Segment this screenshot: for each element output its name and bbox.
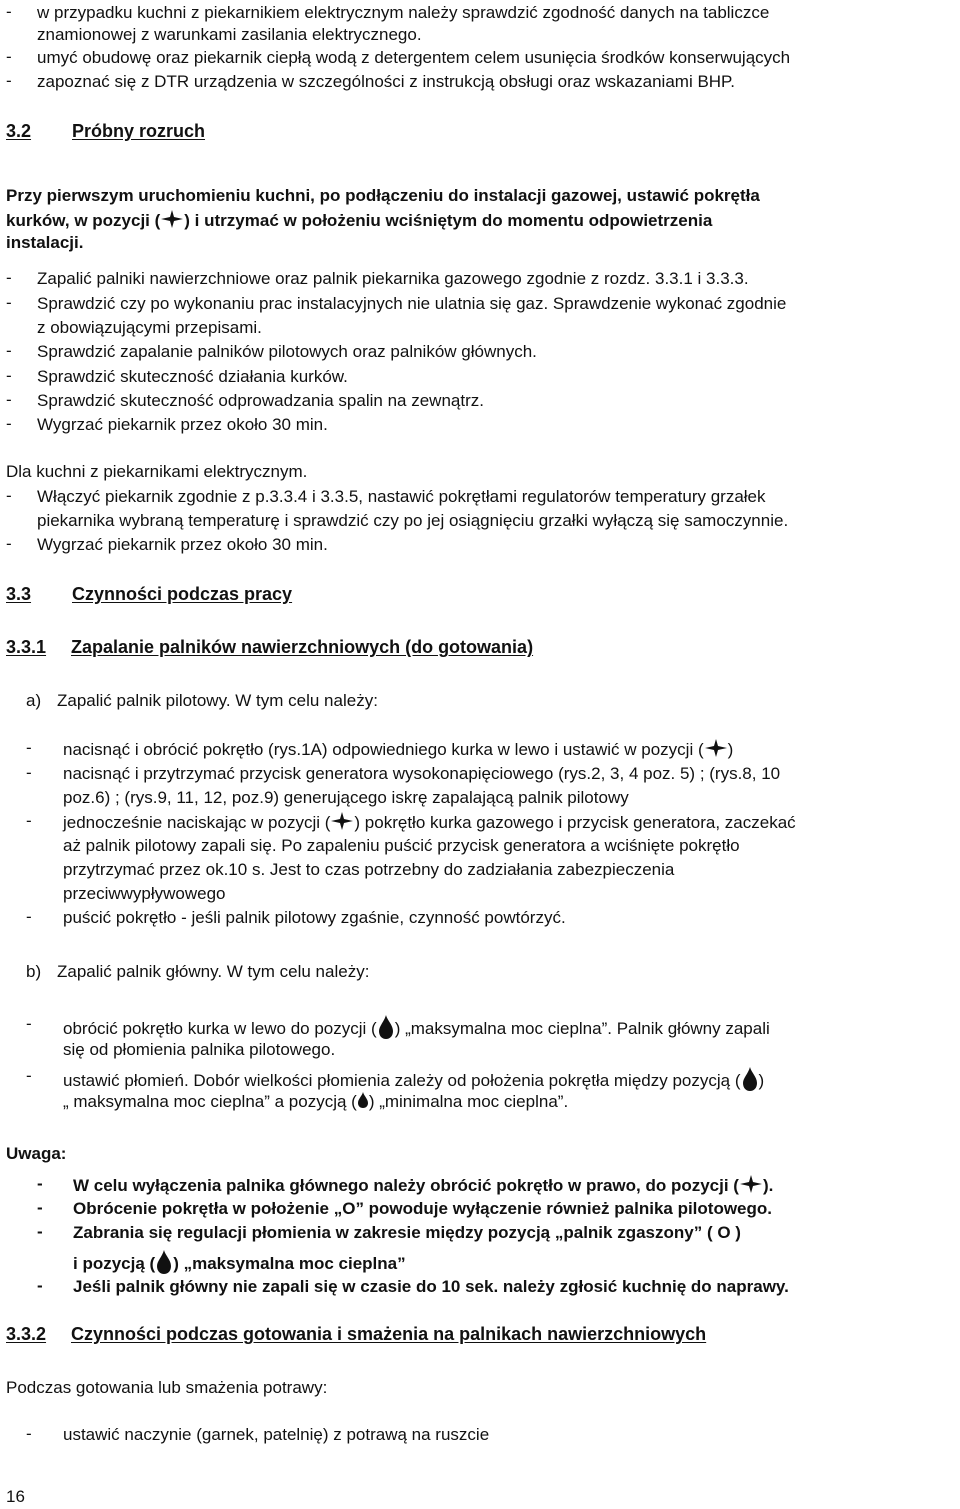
spark-icon xyxy=(739,1174,763,1194)
paragraph-line: Podczas gotowania lub smażenia potrawy: xyxy=(6,1378,328,1397)
paragraph-line: Dla kuchni z piekarnikami elektrycznym. xyxy=(6,462,308,481)
bullet-dash: - xyxy=(26,811,32,830)
note-text: i pozycją ( xyxy=(73,1254,156,1273)
bullet-dash: - xyxy=(37,1198,43,1217)
note-item: Obrócenie pokrętła w położenie „O” powoduje wyłączenie również palnika pilotowego. xyxy=(73,1199,773,1218)
list-item-cont: poz.6) ; (rys.9, 11, 12, poz.9) generującego iskrę zapalającą palnik pilotowy xyxy=(63,788,629,807)
bullet-dash: - xyxy=(6,71,12,90)
bullet-dash: - xyxy=(26,1014,32,1033)
intro-item: w przypadku kuchni z piekarnikiem elektrycznym należy sprawdzić zgodność danych na tabliczce xyxy=(37,3,770,22)
bullet-dash: - xyxy=(37,1174,43,1193)
list-item: puścić pokrętło - jeśli palnik pilotowy zgaśnie, czynność powtórzyć. xyxy=(63,908,566,927)
list-item xyxy=(63,811,796,834)
list-item: Sprawdzić czy po wykonaniu prac instalacyjnych nie ulatnia się gaz. Sprawdzenie wykonać zgodnie xyxy=(37,294,787,313)
list-item xyxy=(63,738,733,761)
bullet-dash: - xyxy=(6,293,12,312)
bullet-dash: - xyxy=(26,738,32,757)
spark-icon xyxy=(330,811,354,831)
list-item xyxy=(63,1066,764,1092)
intro-item: umyć obudowę oraz piekarnik ciepłą wodą z detergentem celem usunięcia środków konserwujących xyxy=(37,48,791,67)
list-item-text: ) „minimalna moc cieplna”. xyxy=(368,1092,569,1111)
section-number: 3.3.1 xyxy=(6,637,47,657)
bullet-dash: - xyxy=(37,1222,43,1241)
sub-text: Zapalić palnik główny. W tym celu należy: xyxy=(57,962,370,981)
paragraph-line: Przy pierwszym uruchomieniu kuchni, po podłączeniu do instalacji gazowej, ustawić pokrętła xyxy=(6,186,760,205)
intro-item: zapoznać się z DTR urządzenia w szczególności z instrukcją obsługi oraz wskazaniami BHP. xyxy=(37,72,735,91)
list-item-cont: się od płomienia palnika pilotowego. xyxy=(63,1040,336,1059)
spark-icon xyxy=(160,209,184,229)
intro-item-cont: znamionowej z warunkami zasilania elektrycznego. xyxy=(37,25,422,44)
list-item-text: ) xyxy=(727,740,734,759)
note-label: Uwaga: xyxy=(6,1144,67,1163)
list-item-text: „ maksymalna moc cieplna” a pozycją ( xyxy=(63,1092,357,1111)
bullet-dash: - xyxy=(6,47,12,66)
list-item: Wygrzać piekarnik przez około 30 min. xyxy=(37,415,328,434)
list-item-text: ) xyxy=(758,1071,765,1090)
list-item-cont: z obowiązującymi przepisami. xyxy=(37,318,262,337)
large-flame-icon xyxy=(155,1249,173,1275)
sub-label: a) xyxy=(26,691,42,710)
note-item xyxy=(73,1174,773,1197)
bullet-dash: - xyxy=(6,534,12,553)
list-item-cont: piekarnika wybraną temperaturę i sprawdzić czy po jej osiągnięciu grzałki wyłączą się samoczynnie. xyxy=(37,511,789,530)
list-item-text: ) „maksymalna moc cieplna”. Palnik główny zapali xyxy=(394,1019,770,1038)
paragraph-line: instalacji. xyxy=(6,233,84,252)
note-text: ). xyxy=(762,1176,774,1195)
list-item-cont: przeciwwypływowego xyxy=(63,884,226,903)
large-flame-icon xyxy=(377,1014,395,1040)
list-item-cont xyxy=(63,1091,568,1113)
bullet-dash: - xyxy=(37,1276,43,1295)
paragraph-text: ) i utrzymać w położeniu wciśniętym do momentu odpowietrzenia xyxy=(184,211,713,230)
large-flame-icon xyxy=(741,1066,759,1092)
note-item: Jeśli palnik główny nie zapali się w czasie do 10 sek. należy zgłosić kuchnię do naprawy. xyxy=(73,1277,789,1296)
bullet-dash: - xyxy=(6,366,12,385)
note-item-cont xyxy=(73,1249,406,1275)
section-number: 3.3.2 xyxy=(6,1324,47,1344)
page-number: 16 xyxy=(6,1487,25,1506)
list-item: Sprawdzić zapalanie palników pilotowych oraz palników głównych. xyxy=(37,342,537,361)
list-item-text: obrócić pokrętło kurka w lewo do pozycji ( xyxy=(63,1019,377,1038)
list-item-text: jednocześnie naciskając w pozycji ( xyxy=(63,813,331,832)
bullet-dash: - xyxy=(26,1424,32,1443)
list-item-text: ) pokrętło kurka gazowego i przycisk generatora, zaczekać xyxy=(354,813,796,832)
list-item-cont: przytrzymać przez ok.10 s. Jest to czas potrzebny do zadziałania zabezpieczenia xyxy=(63,860,675,879)
bullet-dash: - xyxy=(6,268,12,287)
section-number: 3.3 xyxy=(6,584,32,604)
list-item-text: ustawić płomień. Dobór wielkości płomienia zależy od położenia pokrętła między pozycją ( xyxy=(63,1071,741,1090)
list-item-cont: aż palnik pilotowy zapali się. Po zapaleniu puścić przycisk generatora a wciśnięte pokrętło xyxy=(63,836,740,855)
note-item: Zabrania się regulacji płomienia w zakresie między pozycją „palnik zgaszony” ( O ) xyxy=(73,1223,741,1242)
paragraph-line xyxy=(6,209,712,232)
bullet-dash: - xyxy=(26,1066,32,1085)
bullet-dash: - xyxy=(6,390,12,409)
section-title: Zapalanie palników nawierzchniowych (do gotowania) xyxy=(71,637,534,657)
bullet-dash: - xyxy=(26,763,32,782)
list-item: Włączyć piekarnik zgodnie z p.3.3.4 i 3.3.5, nastawić pokrętłami regulatorów temperatury grzałek xyxy=(37,487,766,506)
bullet-dash: - xyxy=(6,2,12,21)
paragraph-text: kurków, w pozycji ( xyxy=(6,211,161,230)
bullet-dash: - xyxy=(26,907,32,926)
list-item: Zapalić palniki nawierzchniowe oraz palnik piekarnika gazowego zgodnie z rozdz. 3.3.1 i 3.3.3. xyxy=(37,269,749,288)
list-item: Wygrzać piekarnik przez około 30 min. xyxy=(37,535,328,554)
list-item: nacisnąć i przytrzymać przycisk generatora wysokonapięciowego (rys.2, 3, 4 poz. 5) ; (rys.8, 10 xyxy=(63,764,781,783)
note-text: ) „maksymalna moc cieplna” xyxy=(173,1254,406,1273)
small-flame-icon xyxy=(357,1091,369,1109)
section-title: Czynności podczas gotowania i smażenia na palnikach nawierzchniowych xyxy=(71,1324,707,1344)
bullet-dash: - xyxy=(6,414,12,433)
section-title: Próbny rozruch xyxy=(72,121,206,141)
spark-icon xyxy=(704,738,728,758)
section-number: 3.2 xyxy=(6,121,32,141)
sub-text: Zapalić palnik pilotowy. W tym celu należy: xyxy=(57,691,378,710)
list-item-text: nacisnąć i obrócić pokrętło (rys.1A) odpowiedniego kurka w lewo i ustawić w pozycji ( xyxy=(63,740,704,759)
list-item: ustawić naczynie (garnek, patelnię) z potrawą na ruszcie xyxy=(63,1425,490,1444)
sub-label: b) xyxy=(26,962,42,981)
bullet-dash: - xyxy=(6,486,12,505)
section-title: Czynności podczas pracy xyxy=(72,584,293,604)
list-item xyxy=(63,1014,770,1040)
bullet-dash: - xyxy=(6,341,12,360)
list-item: Sprawdzić skuteczność działania kurków. xyxy=(37,367,348,386)
note-text: W celu wyłączenia palnika głównego należy obrócić pokrętło w prawo, do pozycji ( xyxy=(73,1176,739,1195)
list-item: Sprawdzić skuteczność odprowadzania spalin na zewnątrz. xyxy=(37,391,484,410)
